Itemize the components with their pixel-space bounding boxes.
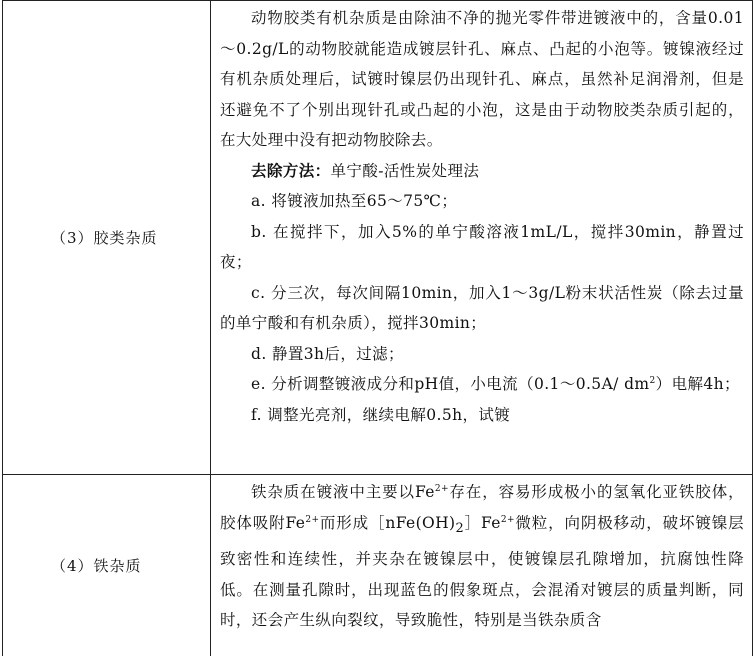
description-cell	[211, 1, 753, 475]
method-paragraph	[220, 156, 744, 187]
intro-paragraph: 动物胶类有机杂质是由除油不净的抛光零件带进镀液中的，含量0.01～0.2g/L的动物胶就能造成镀层针孔、麻点、凸起的小泡等。镀镍液经过有机杂质处理后，试镀时镍层仍出现针孔、麻点，虽然补足润滑剂，但是还避免不了个别出现针孔或凸起的小泡，这是由于动物胶类杂质引起的，在大处理中没有把动物胶除去。	[220, 9, 744, 149]
step-a: a. 将镀液加热至65～75℃；	[251, 192, 458, 210]
step-b: b. 在搅拌下，加入5%的单宁酸溶液1mL/L，搅拌30min，静置过夜；	[220, 222, 744, 271]
description-cell	[211, 475, 753, 656]
method-name: 单宁酸-活性炭处理法	[330, 161, 480, 180]
iron-paragraph: 铁杂质在镀液中主要以$Fe^{2+}$存在，容易形成极小的氢氧化亚铁胶体，胶体吸附$Fe^{2+}$而形成$[nFe(OH)_2]Fe^{2+}$微粒，向阴极移动，破坏镀镍层致密性和连续性，并夹杂在镀镍层中，使镀镍层孔隙增加，抗腐蚀性降低。在测量孔隙时，出现蓝色的假象斑点，会混淆对镀层的质量判断，同时，还会产生纵向裂纹，导致脆性，特别是当铁杂质含	[220, 483, 744, 630]
table-row	[3, 1, 753, 475]
step-f: f. 调整光亮剂，继续电解0.5h，试镀	[251, 405, 511, 424]
category-label: （4）铁杂质	[3, 475, 211, 656]
step-e: e. 分析调整镀液成分和pH值，小电流（0.1～0.5A/ $dm^2$）电解4h；	[251, 375, 740, 393]
category-label: （3）胶类杂质	[3, 1, 211, 475]
impurity-table	[2, 0, 753, 656]
method-label: 去除方法：	[251, 160, 331, 180]
table-row	[3, 475, 753, 656]
step-c: c. 分三次，每次间隔10min，加入1～3g/L粉末状活性炭（除去过量的单宁酸和有机杂质），搅拌30min；	[220, 283, 744, 332]
step-d: d. 静置3h后，过滤；	[251, 344, 404, 363]
